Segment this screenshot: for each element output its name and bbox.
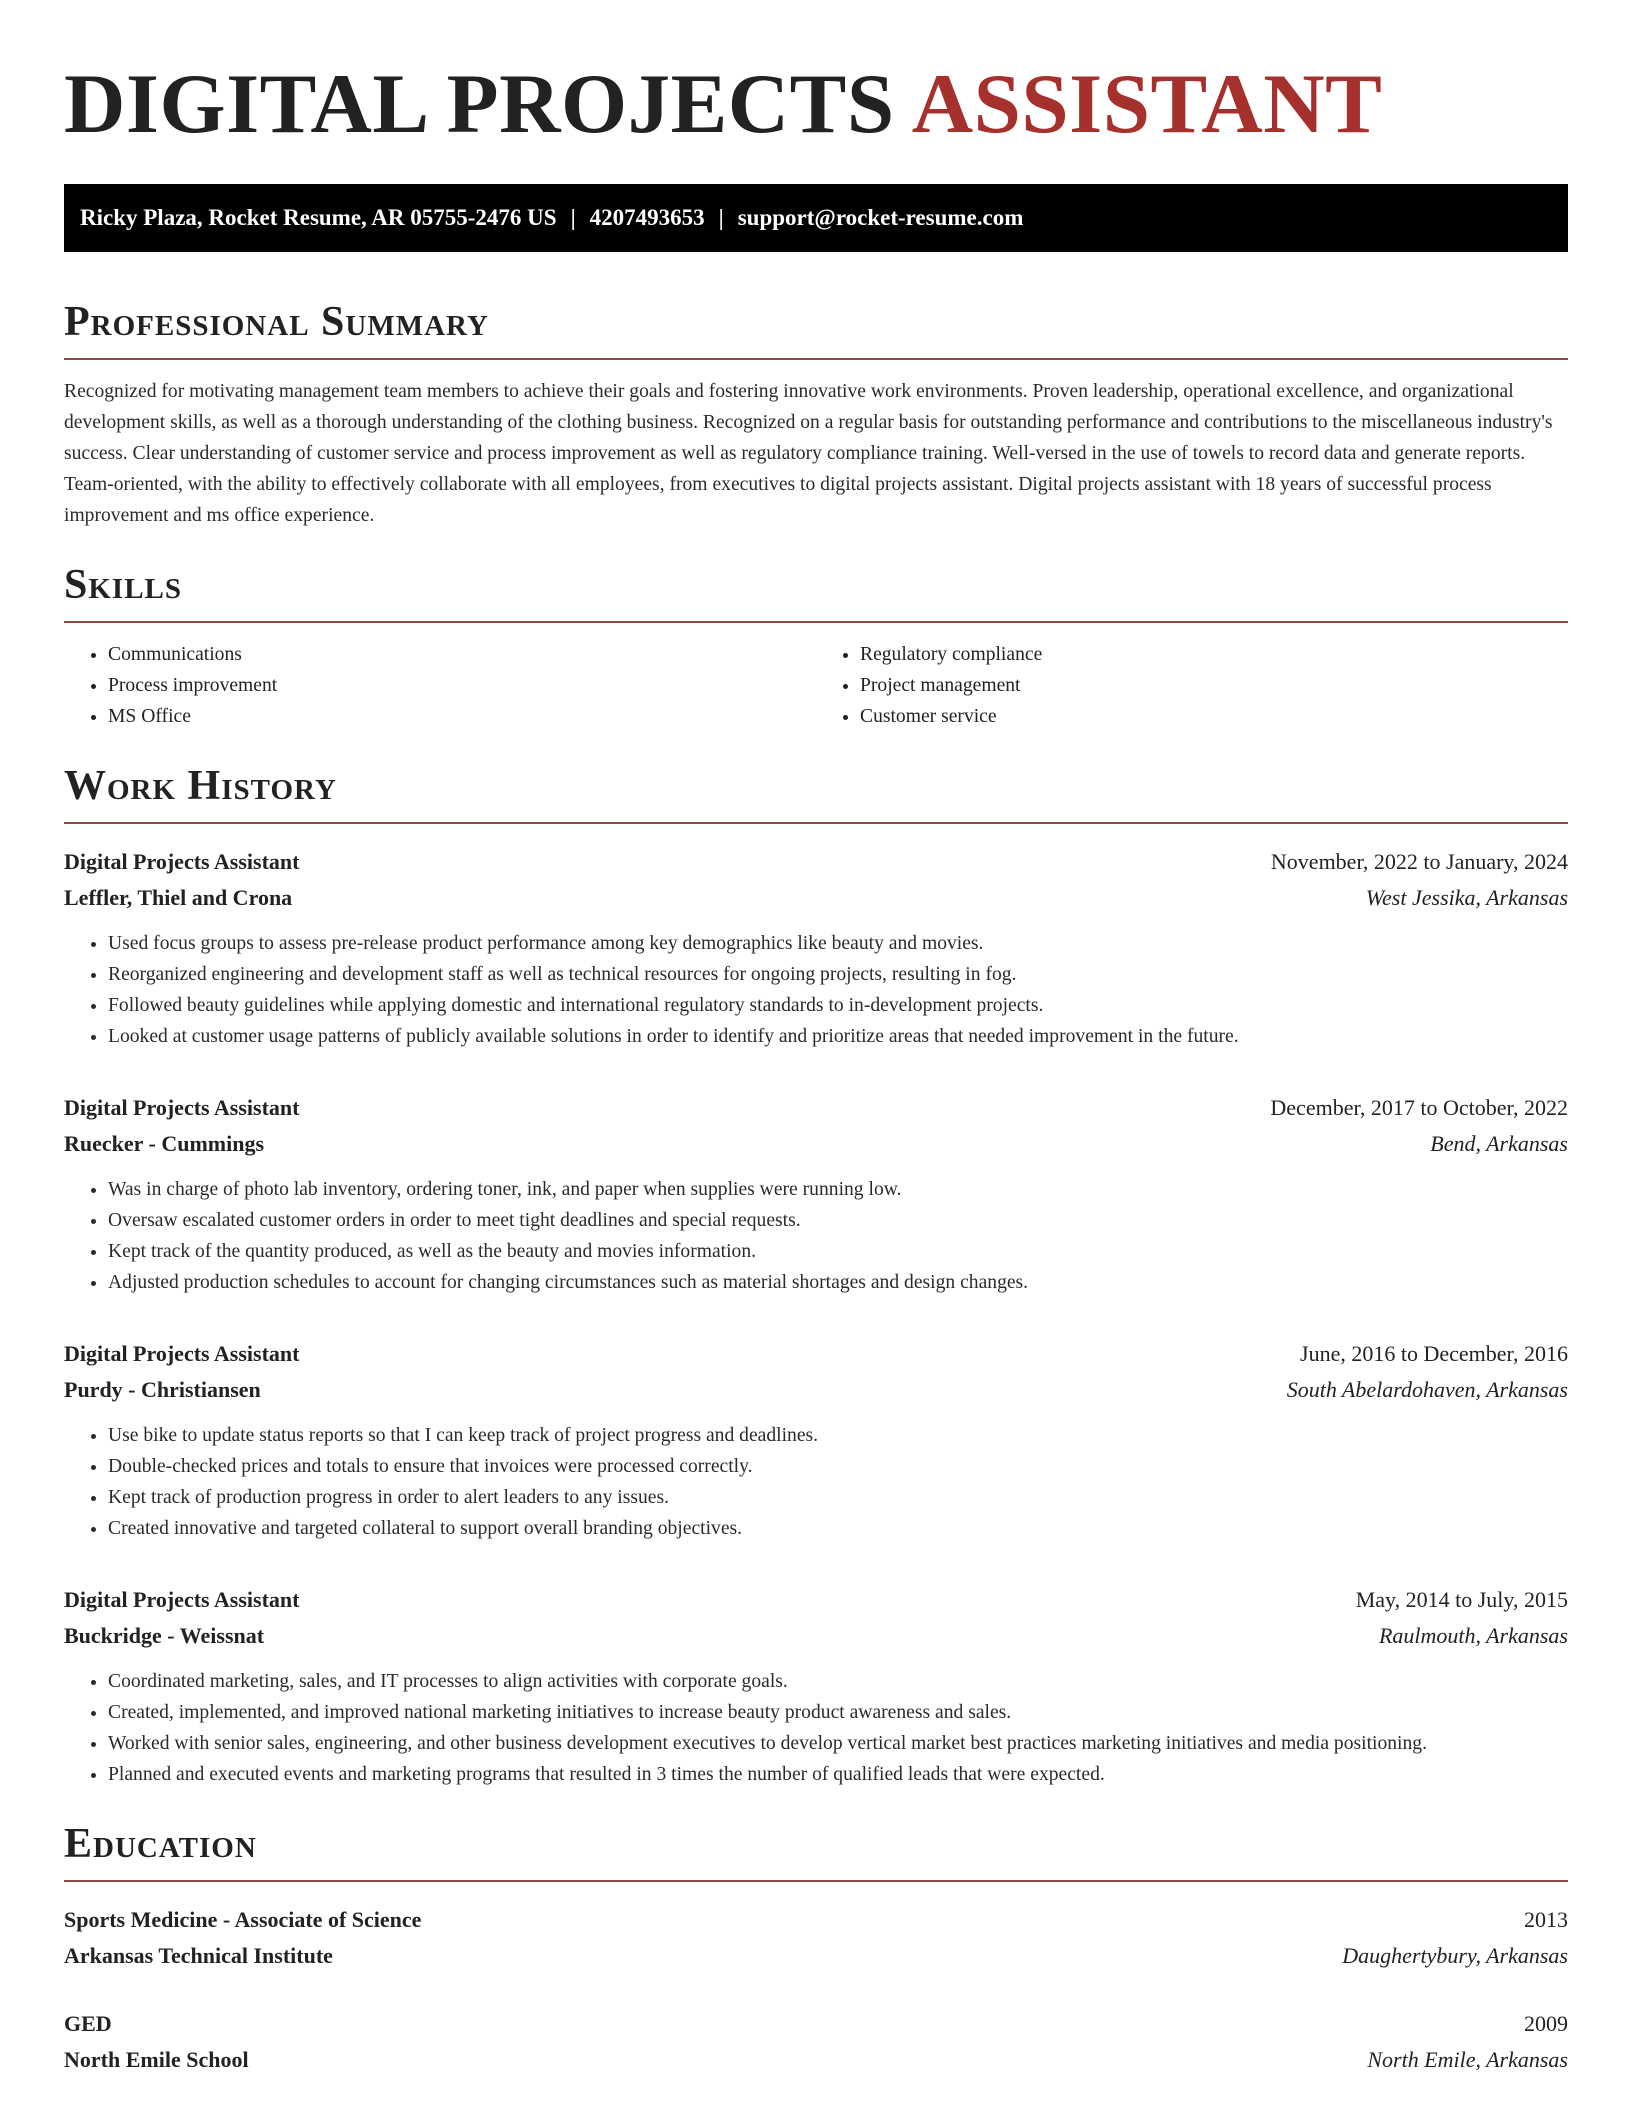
skill-item: • MS Office — [108, 701, 816, 732]
job-location: South Abelardohaven, Arkansas — [1286, 1377, 1568, 1402]
job-bullet: • Used focus groups to assess pre-release product performance among key demographics like beauty and movies. — [108, 928, 1568, 959]
contact-separator: | — [718, 205, 724, 230]
job-bullets — [64, 1666, 1568, 1790]
job-position: Digital Projects Assistant — [64, 1095, 300, 1120]
skill-item: • Customer service — [860, 701, 1568, 732]
summary-text: Recognized for motivating management team members to achieve their goals and fostering innovative work environments. Proven leadership, operational excellence, and organizational development skills, as well as a thorough understanding of the clothing business. Recognized on a regular basis for outstanding performance and contributions to the miscellaneous industry's success. Clear understanding of customer service and process improvement as well as regulatory compliance training. Well-versed in the use of towels to record data and generate reports. Team-oriented, with the ability to effectively collaborate with all employees, from executives to digital projects assistant. Digital projects assistant with 18 years of successful process improvement and ms office experience. — [64, 381, 1553, 526]
skills-grid — [64, 639, 1568, 732]
job-company-row — [64, 880, 1568, 916]
section-divider — [64, 822, 1568, 824]
job-bullets — [64, 928, 1568, 1052]
job-header-row — [64, 1090, 1568, 1126]
job-entry — [64, 1336, 1568, 1544]
job-bullet: • Oversaw escalated customer orders in order to meet tight deadlines and special requests. — [108, 1205, 1568, 1236]
education-year: 2013 — [1524, 1907, 1568, 1932]
job-bullet: • Kept track of production progress in order to alert leaders to any issues. — [108, 1482, 1568, 1513]
section-title-summary: Professional Summary — [64, 299, 489, 345]
job-entry — [64, 844, 1568, 1052]
job-bullets — [64, 1174, 1568, 1298]
job-dates: May, 2014 to July, 2015 — [1355, 1587, 1568, 1612]
job-bullet: • Created, implemented, and improved national marketing initiatives to increase beauty product awareness and sales. — [108, 1697, 1568, 1728]
job-bullet: • Planned and executed events and marketing programs that resulted in 3 times the number of qualified leads that were expected. — [108, 1759, 1568, 1790]
job-company: Ruecker - Cummings — [64, 1131, 265, 1156]
job-bullet: • Adjusted production schedules to account for changing circumstances such as material shortages and design changes. — [108, 1267, 1568, 1298]
job-dates: November, 2022 to January, 2024 — [1270, 849, 1568, 874]
job-company: Leffler, Thiel and Crona — [64, 885, 293, 910]
job-position: Digital Projects Assistant — [64, 1587, 300, 1612]
work-history-section — [64, 760, 1568, 1790]
education-degree: GED — [64, 2011, 112, 2036]
contact-address: Ricky Plaza, Rocket Resume, AR 05755-2476 US — [80, 205, 557, 230]
job-company: Buckridge - Weissnat — [64, 1623, 265, 1648]
contact-phone: 4207493653 — [589, 205, 705, 230]
education-school-row — [64, 1938, 1568, 1974]
job-bullet: • Was in charge of photo lab inventory, ordering toner, ink, and paper when supplies were running low. — [108, 1174, 1568, 1205]
section-title-work: Work History — [64, 763, 337, 809]
job-bullet: • Worked with senior sales, engineering, and other business development executives to develop vertical market best practices marketing initiatives and media positioning. — [108, 1728, 1568, 1759]
education-school: Arkansas Technical Institute — [64, 1943, 333, 1968]
job-company: Purdy - Christiansen — [64, 1377, 261, 1402]
job-location: West Jessika, Arkansas — [1365, 885, 1568, 910]
contact-bar — [64, 184, 1568, 252]
job-bullets — [64, 1420, 1568, 1544]
skill-item: • Project management — [860, 670, 1568, 701]
job-bullet: • Followed beauty guidelines while applying domestic and international regulatory standards to in-development projects. — [108, 990, 1568, 1021]
contact-separator: | — [570, 205, 576, 230]
education-degree-row — [64, 2006, 1568, 2042]
contact-email[interactable]: support@rocket-resume.com — [737, 205, 1024, 230]
education-location: North Emile, Arkansas — [1367, 2047, 1568, 2072]
skill-item: • Process improvement — [108, 670, 816, 701]
education-location: Daughertybury, Arkansas — [1342, 1943, 1568, 1968]
section-title-education: Education — [64, 1821, 257, 1867]
job-company-row — [64, 1618, 1568, 1654]
job-bullet: • Reorganized engineering and development staff as well as technical resources for ongoing projects, resulting in fog. — [108, 959, 1568, 990]
resume-title — [64, 0, 1568, 152]
education-entry — [64, 1902, 1568, 1974]
job-bullet: • Coordinated marketing, sales, and IT processes to align activities with corporate goals. — [108, 1666, 1568, 1697]
job-company-row — [64, 1372, 1568, 1408]
job-entry — [64, 1090, 1568, 1298]
job-position: Digital Projects Assistant — [64, 849, 300, 874]
title-accent: ASSISTANT — [911, 57, 1383, 151]
job-position: Digital Projects Assistant — [64, 1341, 300, 1366]
job-header-row — [64, 1582, 1568, 1618]
education-year: 2009 — [1524, 2011, 1568, 2036]
education-school-row — [64, 2042, 1568, 2078]
section-divider — [64, 358, 1568, 360]
job-bullet: • Created innovative and targeted collateral to support overall branding objectives. — [108, 1513, 1568, 1544]
professional-summary-section — [64, 296, 1568, 531]
education-section — [64, 1818, 1568, 2078]
job-header-row — [64, 844, 1568, 880]
skills-column-left — [64, 639, 816, 732]
education-school: North Emile School — [64, 2047, 249, 2072]
skills-column-right — [816, 639, 1568, 732]
job-dates: December, 2017 to October, 2022 — [1270, 1095, 1568, 1120]
job-company-row — [64, 1126, 1568, 1162]
section-divider — [64, 1880, 1568, 1882]
skill-item: • Regulatory compliance — [860, 639, 1568, 670]
education-degree: Sports Medicine - Associate of Science — [64, 1907, 422, 1932]
title-main: DIGITAL PROJECTS — [64, 57, 895, 151]
job-location: Bend, Arkansas — [1430, 1131, 1568, 1156]
education-entry — [64, 2006, 1568, 2078]
job-dates: June, 2016 to December, 2016 — [1300, 1341, 1568, 1366]
job-entry — [64, 1582, 1568, 1790]
job-location: Raulmouth, Arkansas — [1378, 1623, 1568, 1648]
skill-item: • Communications — [108, 639, 816, 670]
skills-section — [64, 559, 1568, 732]
section-title-skills: Skills — [64, 562, 183, 608]
job-header-row — [64, 1336, 1568, 1372]
job-bullet: • Double-checked prices and totals to ensure that invoices were processed correctly. — [108, 1451, 1568, 1482]
education-degree-row — [64, 1902, 1568, 1938]
job-bullet: • Use bike to update status reports so that I can keep track of project progress and deadlines. — [108, 1420, 1568, 1451]
job-bullet: • Looked at customer usage patterns of publicly available solutions in order to identify and prioritize areas that needed improvement in the future. — [108, 1021, 1568, 1052]
section-divider — [64, 621, 1568, 623]
job-bullet: • Kept track of the quantity produced, as well as the beauty and movies information. — [108, 1236, 1568, 1267]
